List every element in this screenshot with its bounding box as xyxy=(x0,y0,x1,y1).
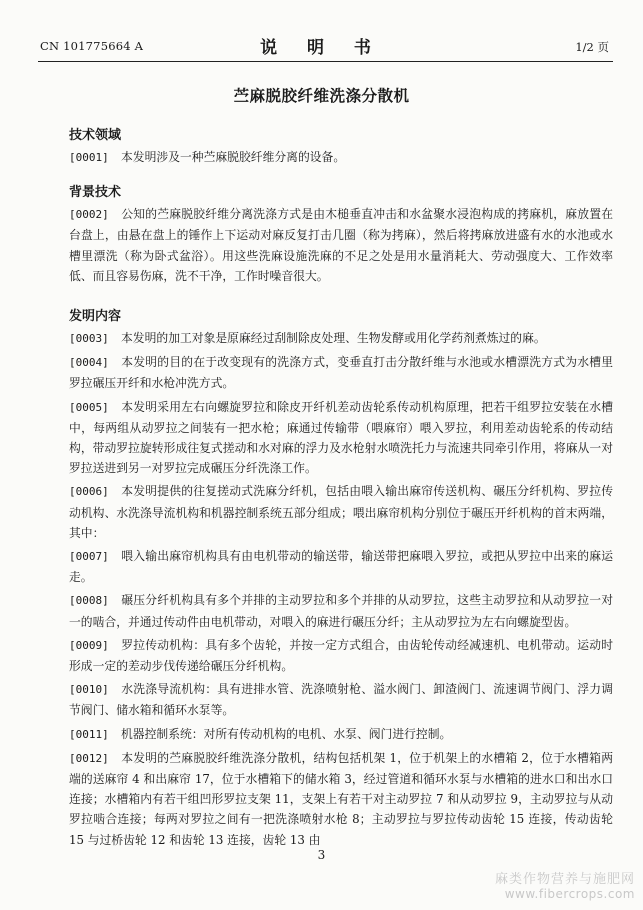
paragraph xyxy=(69,546,613,587)
paragraph-number: [0002] xyxy=(69,208,109,222)
paragraph xyxy=(69,481,613,543)
paragraph-number: [0006] xyxy=(69,485,109,499)
page-header xyxy=(0,0,643,62)
document-title: 苎麻脱胶纤维洗涤分散机 xyxy=(233,86,410,105)
paragraph-number: [0004] xyxy=(69,356,109,370)
paragraph xyxy=(69,352,613,393)
watermark xyxy=(495,868,635,901)
document-body xyxy=(69,126,613,850)
header-divider xyxy=(38,61,613,62)
patent-number: CN 101775664 A xyxy=(40,39,144,53)
document-type: 说 明 书 xyxy=(260,38,383,58)
paragraph xyxy=(69,635,613,676)
page-number: 3 xyxy=(317,848,326,862)
watermark-site-name: 麻类作物营养与施肥网 xyxy=(494,872,635,887)
paragraph xyxy=(69,204,613,286)
paragraph-number: [0005] xyxy=(69,400,109,414)
paragraph-text: 本发明采用左右向螺旋罗拉和除皮开纤机差动齿轮系传动机构原理，把若干组罗拉安装在水槽中，每两组从动罗拉之间装有一把水枪；麻通过传输带（喂麻帘）喂入罗拉，利用差动齿轮系的传动结构，带动罗拉旋转形成往复式搓动和水对麻的浮力及水枪射水喷洗托力与流速共同牵引作用，将麻从一对罗拉送进到另一对罗拉完成碾压分纤洗涤工作。 xyxy=(69,399,613,476)
paragraph-number: [0008] xyxy=(69,594,109,608)
section-heading: 发明内容 xyxy=(69,309,122,325)
section-heading: 技术领域 xyxy=(69,128,122,143)
paragraph-number: [0010] xyxy=(69,683,109,697)
paragraph xyxy=(69,724,613,745)
paragraph-number: [0007] xyxy=(69,550,109,564)
paragraph xyxy=(69,328,613,349)
paragraph-text: 本发明涉及一种苎麻脱胶纤维分离的设备。 xyxy=(121,150,346,164)
paragraph-number: [0009] xyxy=(69,638,109,652)
paragraph-text: 碾压分纤机构具有多个并排的主动罗拉和多个并排的从动罗拉，这些主动罗拉和从动罗拉一对一的啮合，并通过传动件由电机带动，对喂入的麻进行碾压分纤；主从动罗拉为左右向螺旋型齿。 xyxy=(69,593,613,629)
paragraph xyxy=(69,590,613,631)
section-heading: 背景技术 xyxy=(69,185,122,201)
paragraph-number: [0011] xyxy=(69,727,109,741)
paragraph-text: 本发明提供的往复搓动式洗麻分纤机，包括由喂入输出麻帘传送机构、碾压分纤机构、罗拉传动机构、水洗涤导流机构和机器控制系统五部分组成；喂出麻帘机构分别位于碾压开纤机构的首末两端，其中： xyxy=(69,484,613,540)
paragraph xyxy=(69,679,613,720)
paragraph xyxy=(69,748,613,850)
watermark-url: www.fibercrops.com xyxy=(504,887,635,901)
paragraph-text: 罗拉传动机构：具有多个齿轮，并按一定方式组合，由齿轮传动经减速机、电机带动。运动时形成一定的差动步伐传递给碾压分纤机构。 xyxy=(69,637,613,674)
paragraph xyxy=(69,397,613,479)
paragraph xyxy=(69,147,613,168)
paragraph-text: 本发明的苎麻脱胶纤维洗涤分散机，结构包括机架 1，位于机架上的水槽箱 2，位于水槽箱两端的送麻帘 4 和出麻帘 17，位于水槽箱下的储水箱 3，经过管道和循环水泵与水槽箱的进水口和出水口连接；水槽箱内有若干组凹形罗拉支架 11，支架上有若干对主动罗拉 7 和从动罗拉 9，主动罗拉与从动罗拉啮合连接；每两对罗拉之间有一把洗涤喷射水枪 8；主动罗拉与罗拉传动齿轮 15 连接，传动齿轮 15 与过桥齿轮 12 和齿轮 13 连接，齿轮 13 由 xyxy=(69,750,613,847)
paragraph-text: 本发明的目的在于改变现有的洗涤方式，变垂直打击分散纤维与水池或水槽漂洗方式为水槽里罗拉碾压开纤和水枪冲洗方式。 xyxy=(69,355,613,391)
paragraph-text: 水洗涤导流机构：具有进排水管、洗涤喷射枪、溢水阀门、卸渣阀门、流速调节阀门、浮力调节阀门、储水箱和循环水泵等。 xyxy=(69,682,613,718)
paragraph-text: 公知的苎麻脱胶纤维分离洗涤方式是由木槌垂直冲击和水盆聚水浸泡构成的拷麻机，麻放置在台盘上，由悬在盘上的锤作上下运动对麻反复打击几圈（称为拷麻），然后将拷麻放进盛有水的水池或水槽里漂洗（称为卧式盆浴）。用这些洗麻设施洗麻的不足之处是用水量消耗大、劳动强度大、工作效率低、而且容易伤麻，洗不干净，工作时噪音很大。 xyxy=(69,207,613,283)
paragraph-text: 喂入输出麻帘机构具有由电机带动的输送带，输送带把麻喂入罗拉，或把从罗拉中出来的麻运走。 xyxy=(69,549,613,585)
paragraph-number: [0012] xyxy=(69,751,109,765)
paragraph-text: 机器控制系统：对所有传动机构的电机、水泵、阀门进行控制。 xyxy=(121,726,452,741)
page-indicator: 1/2 页 xyxy=(575,40,609,54)
paragraph-number: [0001] xyxy=(69,151,109,164)
paragraph-text: 本发明的加工对象是原麻经过刮制除皮处理、生物发酵或用化学药剂煮炼过的麻。 xyxy=(121,331,546,346)
paragraph-number: [0003] xyxy=(69,332,109,346)
